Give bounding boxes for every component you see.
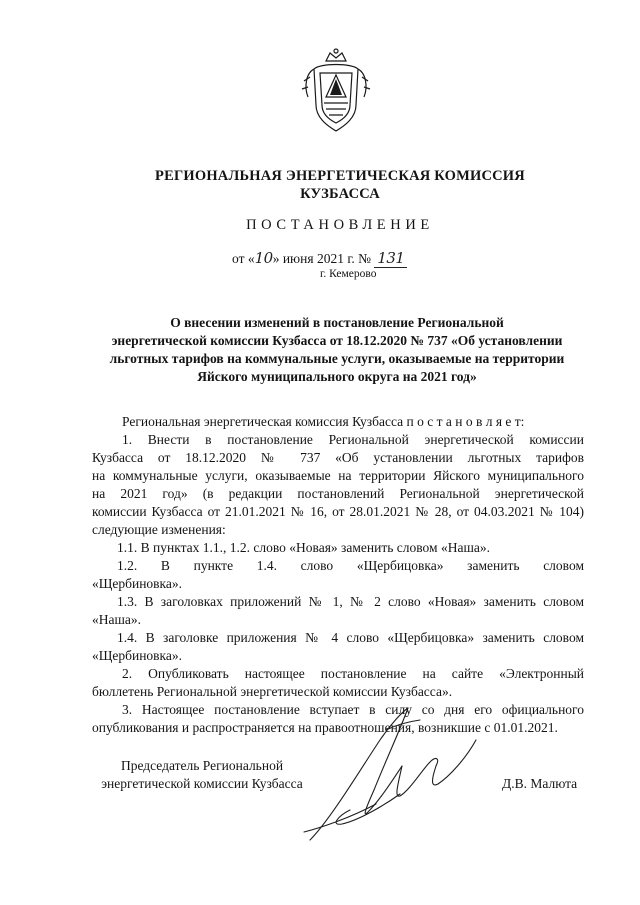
title-line1: О внесении изменений в постановление Региональной xyxy=(170,315,504,330)
title-line2: энергетической комиссии Кузбасса от 18.12.2020 № 737 «Об установлении xyxy=(111,333,563,348)
body-line: 3. Настоящее постановление вступает в силу со дня его официального xyxy=(122,702,584,717)
date-day: 10 xyxy=(254,249,273,267)
body-line: следующие изменения: xyxy=(92,522,226,537)
body-line: 1.4. В заголовке приложения № 4 слово «Щербицовка» заменить словом xyxy=(117,630,584,645)
intro-paragraph xyxy=(122,414,524,430)
title-line3: льготных тарифов на коммунальные услуги, оказываемые на территории xyxy=(109,351,565,366)
organization-name-line1: РЕГИОНАЛЬНАЯ ЭНЕРГЕТИЧЕСКАЯ КОМИССИЯ xyxy=(155,168,525,184)
coat-of-arms-emblem xyxy=(300,47,372,135)
body-line: «Щербиновка». xyxy=(92,576,183,591)
handwritten-signature xyxy=(290,700,480,850)
document-city: г. Кемерово xyxy=(320,268,377,280)
body-line: 1.3. В заголовках приложений № 1, № 2 слово «Новая» заменить словом xyxy=(117,594,584,609)
body-line: 1. Внести в постановление Региональной энергетической комиссии xyxy=(122,432,584,447)
body-line: на коммунальные услуги, оказываемые на территории Яйского муниципального xyxy=(92,468,584,483)
organization-name-line2: КУЗБАССА xyxy=(300,186,380,202)
body-line: 1.2. В пункте 1.4. слово «Щербицовка» заменить словом xyxy=(117,558,584,573)
body-line: «Наша». xyxy=(92,612,142,627)
intro-lead: Региональная энергетическая комиссия Кузбасса xyxy=(122,414,404,429)
signatory-position-line2: энергетической комиссии Кузбасса xyxy=(101,776,303,791)
title-line4: Яйского муниципального округа на 2021 год» xyxy=(197,369,477,384)
body-line: «Щербиновка». xyxy=(92,648,183,663)
body-line: бюллетень Региональной энергетической комиссии Кузбасса». xyxy=(92,684,453,699)
document-type: ПОСТАНОВЛЕНИЕ xyxy=(246,217,434,233)
signatory-position-line1: Председатель Региональной xyxy=(120,758,284,773)
body-line: комиссии Кузбасса от 21.01.2021 № 16, от 28.01.2021 № 28, от 04.03.2021 № 104) xyxy=(92,504,584,519)
body-line: 1.1. В пунктах 1.1., 1.2. слово «Новая» заменить словом «Наша». xyxy=(117,540,490,555)
document-number: 131 xyxy=(377,249,405,267)
signatory-name: Д.В. Малюта xyxy=(502,776,578,791)
body-line: 2. Опубликовать настоящее постановление на сайте «Электронный xyxy=(122,666,584,681)
document-date-line xyxy=(232,249,407,268)
date-prefix: от « xyxy=(232,251,255,266)
body-line: опубликования и распространяется на правоотношения, возникшие с 01.01.2021. xyxy=(92,720,558,735)
body-line: на 2021 год» (в редакции постановлений Региональной энергетической xyxy=(92,486,584,501)
body-line: Кузбасса от 18.12.2020 № 737 «Об установлении льготных тарифов xyxy=(92,450,584,465)
intro-spaced: п о с т а н о в л я е т: xyxy=(406,414,525,429)
date-middle: » июня 2021 г. № xyxy=(272,251,371,266)
